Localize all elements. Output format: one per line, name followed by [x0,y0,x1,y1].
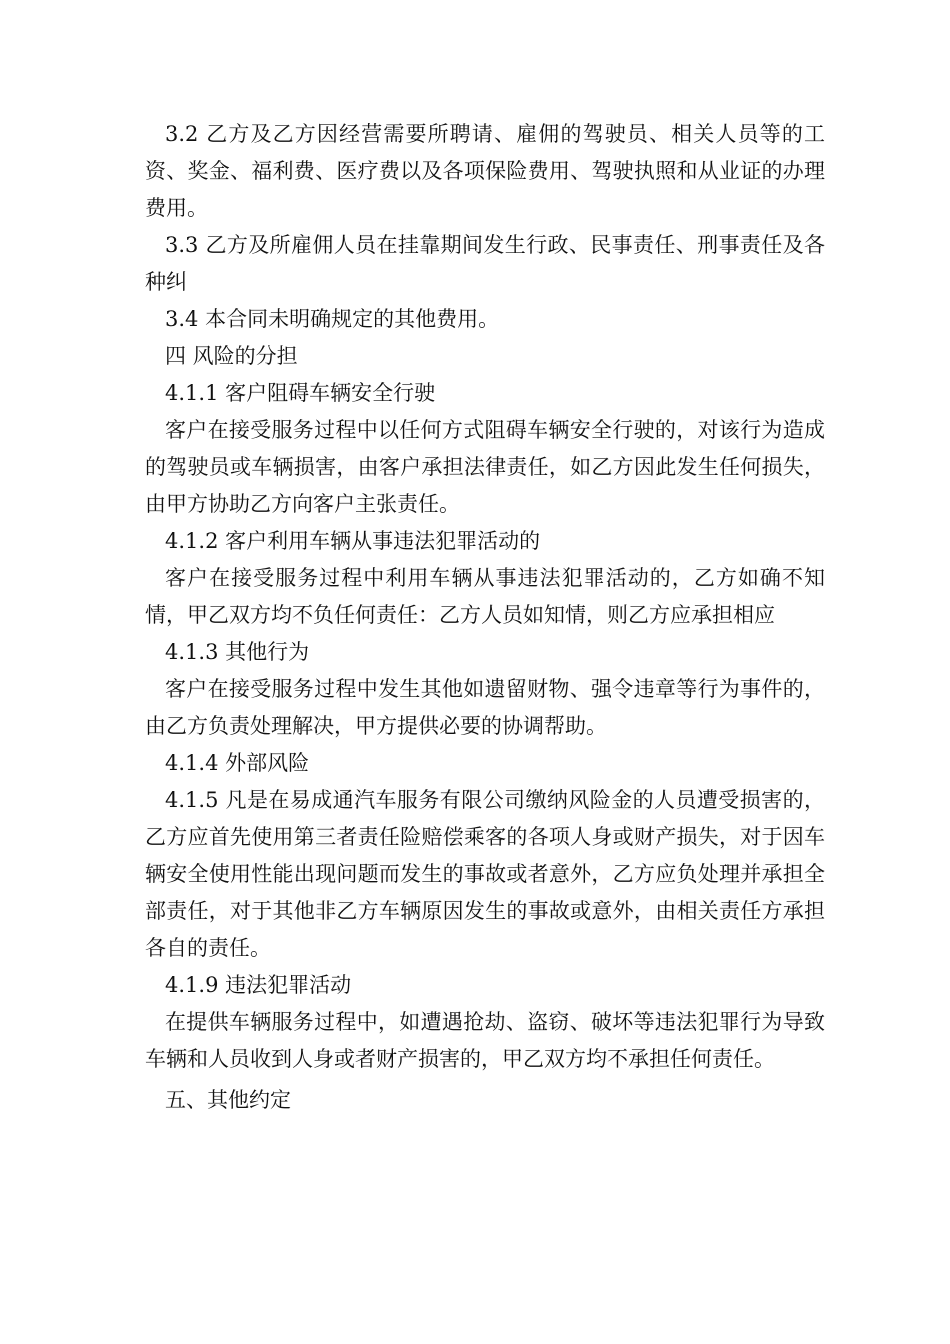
paragraph-4-1-3: 客户在接受服务过程中发生其他如遗留财物、强令违章等行为事件的，由乙方负责处理解决，甲方提供必要的协调帮助。 [145,677,825,738]
paragraph-4-1-2: 客户在接受服务过程中利用车辆从事违法犯罪活动的，乙方如确不知情，甲乙双方均不负任何责任：乙方人员如知情，则乙方应承担相应 [145,566,825,627]
subheading-4-1-4: 4.1.4 外部风险 [165,751,310,775]
paragraph-3-3: 3.3 乙方及所雇佣人员在挂靠期间发生行政、民事责任、刑事责任及各种纠 [145,233,825,294]
subheading-4-1-3: 4.1.3 其他行为 [165,640,310,664]
paragraph-3-2: 3.2 乙方及乙方因经营需要所聘请、雇佣的驾驶员、相关人员等的工资、奖金、福利费、医疗费以及各项保险费用、驾驶执照和从业证的办理费用。 [145,122,825,220]
paragraph-4-1-1: 客户在接受服务过程中以任何方式阻碍车辆安全行驶的，对该行为造成的驾驶员或车辆损害，由客户承担法律责任，如乙方因此发生任何损失，由甲方协助乙方向客户主张责任。 [145,418,825,516]
section-heading-5: 五、其他约定 [165,1088,291,1112]
paragraph-3-4: 3.4 本合同未明确规定的其他费用。 [165,307,500,331]
subheading-4-1-1: 4.1.1 客户阻碍车辆安全行驶 [165,381,436,405]
paragraph-4-1-9: 在提供车辆服务过程中，如遭遇抢劫、盗窃、破坏等违法犯罪行为导致车辆和人员收到人身或者财产损害的，甲乙双方均不承担任何责任。 [145,1010,825,1071]
subheading-4-1-9: 4.1.9 违法犯罪活动 [165,973,352,997]
paragraph-4-1-5: 4.1.5 凡是在易成通汽车服务有限公司缴纳风险金的人员遭受损害的，乙方应首先使用第三者责任险赔偿乘客的各项人身或财产损失，对于因车辆安全使用性能出现问题而发生的事故或者意外，乙方应负处理并承担全部责任，对于其他非乙方车辆原因发生的事故或意外，由相关责任方承担各自的责任。 [145,788,825,960]
section-heading-4: 四 风险的分担 [165,344,298,368]
document-page [145,116,825,1119]
subheading-4-1-2: 4.1.2 客户利用车辆从事违法犯罪活动的 [165,529,541,553]
